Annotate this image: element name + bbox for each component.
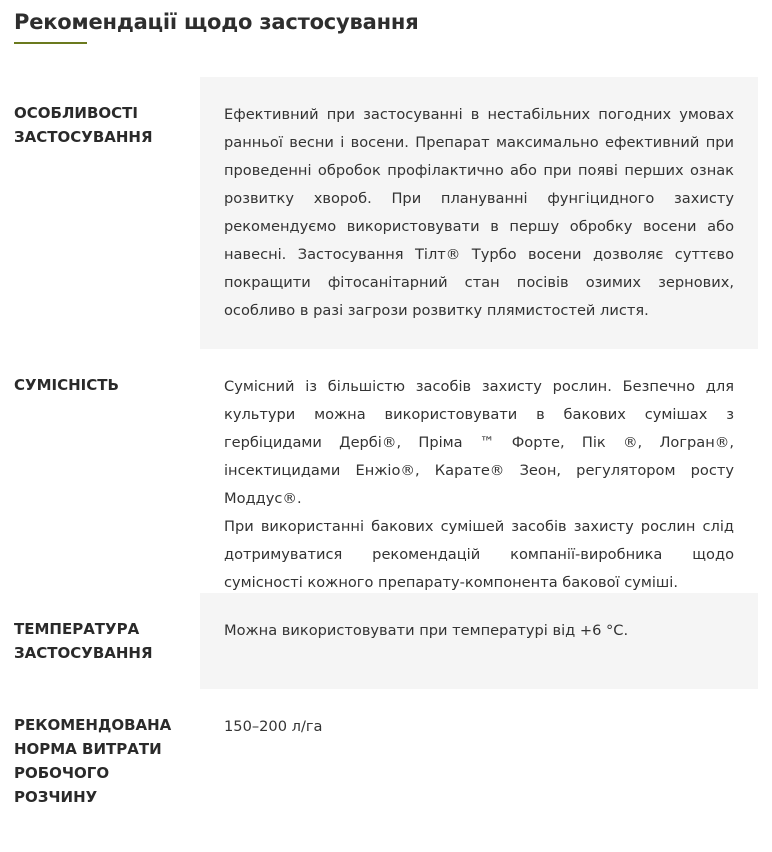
row-value-cell bbox=[200, 349, 758, 593]
row-paragraph: Можна використовувати при температурі від +6 °C. bbox=[224, 622, 629, 639]
row-label: ОСОБЛИВОСТІ ЗАСТОСУВАННЯ bbox=[14, 104, 153, 146]
row-paragraph: Ефективний при застосуванні в нестабільних погодних умовах ранньої весни і восени. Препарат максимально ефективний при проведенні обробок профілактично або при появі перших ознак розвитку хвороб. При плануванні фунгіцидного захисту рекомендуємо використовувати в першу обробку восени або навесні. Застосування Тілт® Турбо восени дозволяє суттєво покращити фітосанітарний стан посівів озимих зернових, особливо в разі загрози розвитку плямистостей листя. bbox=[224, 106, 734, 319]
row-paragraph: 150–200 л/га bbox=[224, 718, 323, 735]
section-title: Рекомендації щодо застосування bbox=[14, 10, 419, 34]
row-label: РЕКОМЕНДОВАНА НОРМА ВИТРАТИ РОБОЧОГО РОЗЧИНУ bbox=[14, 716, 172, 806]
row-paragraph: Сумісний із більшістю засобів захисту рослин. Безпечно для культури можна використовувати в бакових сумішах з гербіцидами Дербі®, Пріма ™ Форте, Пік ®, Логран®, інсектицидами Енжіо®, Карате® Зеон, регулятором росту Моддус®. bbox=[224, 378, 734, 507]
title-underline bbox=[14, 42, 87, 44]
row-label: ТЕМПЕРАТУРА ЗАСТОСУВАННЯ bbox=[14, 620, 153, 662]
row-value-cell bbox=[200, 593, 758, 689]
row-value-cell bbox=[200, 77, 758, 349]
row-paragraph: При використанні бакових сумішей засобів захисту рослин слід дотримуватися рекомендацій компанії-виробника щодо сумісності кожного препарату-компонента бакової суміші. bbox=[224, 518, 734, 591]
row-label: СУМІСНІСТЬ bbox=[14, 376, 119, 394]
row-value-cell bbox=[200, 689, 758, 819]
